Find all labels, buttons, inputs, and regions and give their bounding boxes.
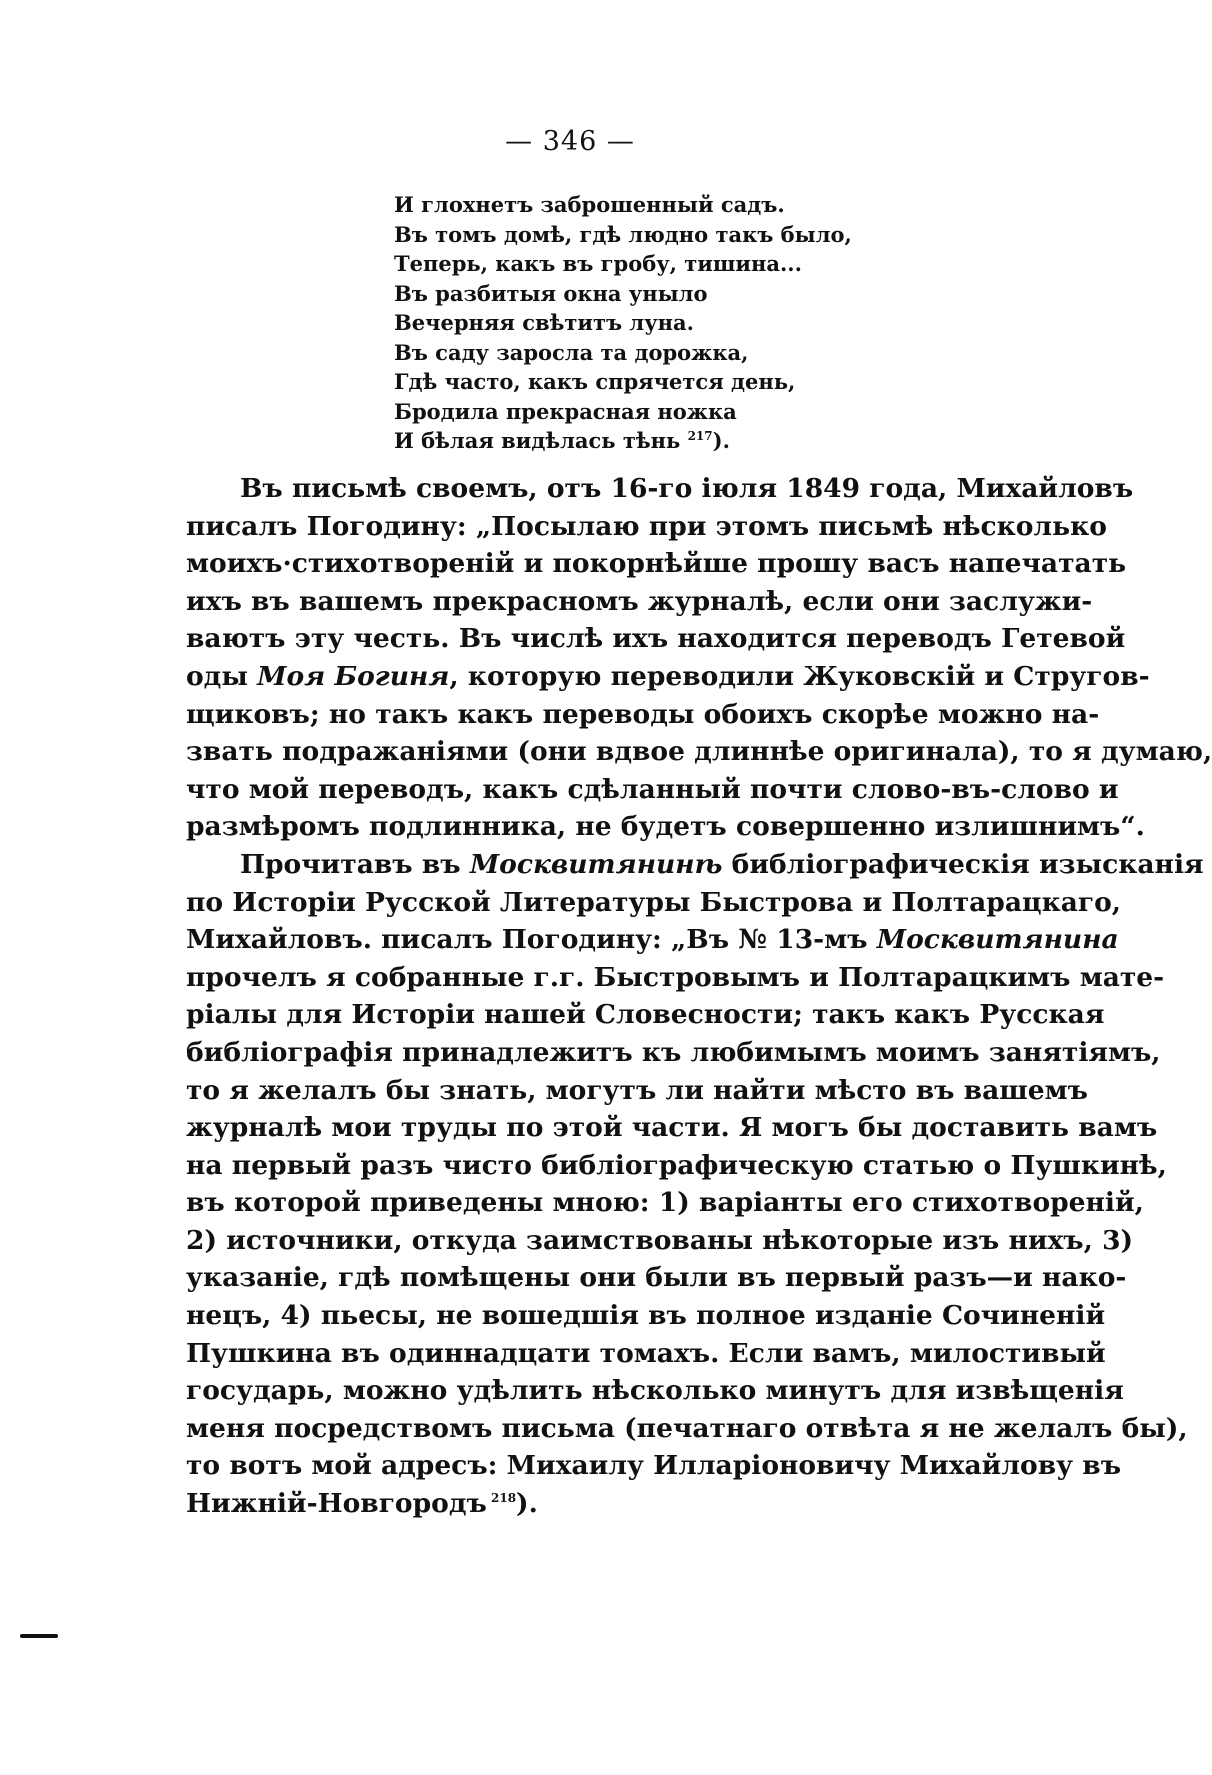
scan-margin-mark bbox=[20, 1634, 58, 1638]
text-line bbox=[186, 1034, 1161, 1072]
text-line bbox=[186, 1410, 1188, 1448]
poem-last-line bbox=[394, 426, 954, 456]
text-segment: 2) источники, откуда заимствованы нѣкоторые изъ нихъ, 3) bbox=[186, 1224, 1134, 1256]
text-line bbox=[186, 583, 1093, 621]
italic-title: Моя Богиня bbox=[257, 660, 450, 692]
text-segment: писалъ Погодину: „Посылаю при этомъ письмѣ нѣсколько bbox=[186, 510, 1107, 542]
text-line bbox=[186, 696, 1100, 734]
text-segment: въ которой приведены мною: 1) варіанты его стихотвореній, bbox=[186, 1187, 1144, 1219]
text-line bbox=[186, 1072, 1088, 1110]
text-segment: ваютъ эту честь. Въ числѣ ихъ находится переводъ Гетевой bbox=[186, 623, 1126, 655]
text-segment: размѣромъ подлинника, не будетъ совершенно излишнимъ“. bbox=[186, 811, 1145, 843]
poem-line: Вечерняя свѣтитъ луна. bbox=[394, 310, 694, 335]
poem-line: Въ разбитыя окна уныло bbox=[394, 280, 708, 306]
text-line bbox=[186, 1147, 1167, 1185]
poem-closing: ). bbox=[712, 428, 730, 453]
text-line bbox=[186, 921, 1119, 959]
text-segment: Михайловъ. писалъ Погодину: „Въ № 13-мъ bbox=[186, 924, 877, 956]
text-line bbox=[186, 1335, 1106, 1373]
text-line bbox=[186, 545, 1127, 583]
text-line bbox=[186, 959, 1165, 997]
poem-block bbox=[394, 190, 954, 456]
poem-line: Въ томъ домѣ, гдѣ людно такъ было, bbox=[394, 221, 852, 247]
text-segment: Прочитавъ въ bbox=[240, 848, 470, 880]
poem-line: Теперь, какъ въ гробу, тишина... bbox=[394, 251, 802, 276]
text-line bbox=[186, 1109, 1158, 1147]
text-segment: указаніе, гдѣ помѣщены они были въ первый разъ—и нако- bbox=[186, 1262, 1127, 1294]
text-segment: щиковъ; но такъ какъ переводы обоихъ скорѣе можно на- bbox=[186, 698, 1100, 730]
text-segment: по Исторіи Русской Литературы Быстрова и Полтарацкаго, bbox=[186, 886, 1122, 918]
text-segment: ріалы для Исторіи нашей Словесности; такъ какъ Русская bbox=[186, 999, 1105, 1031]
italic-title: Москвитянина bbox=[876, 924, 1119, 956]
text-segment: , которую переводили Жуковскій и Стругов- bbox=[449, 660, 1150, 692]
paragraph-moskvityanin bbox=[186, 846, 1204, 1523]
text-line bbox=[186, 1372, 1124, 1410]
text-line bbox=[186, 508, 1107, 546]
italic-title: Москвитянинѣ bbox=[469, 848, 723, 880]
text-segment: ихъ въ вашемъ прекрасномъ журналѣ, если они заслужи- bbox=[186, 585, 1093, 617]
text-line bbox=[186, 1485, 1009, 1523]
text-line bbox=[186, 470, 1134, 508]
text-segment: что мой переводъ, какъ сдѣланный почти слово-въ-слово и bbox=[186, 773, 1119, 805]
text-line bbox=[186, 996, 1105, 1034]
body-text bbox=[186, 470, 1212, 1523]
text-segment: то я желалъ бы знать, могутъ ли найти мѣсто въ вашемъ bbox=[186, 1074, 1088, 1106]
poem-line-text: И бѣлая видѣлась тѣнь bbox=[394, 428, 681, 453]
text-line bbox=[186, 846, 1204, 884]
text-line bbox=[186, 620, 1126, 658]
text-segment: звать подражаніями (они вдвое длиннѣе оригинала), то я думаю, bbox=[186, 736, 1212, 768]
text-line bbox=[186, 808, 1145, 846]
text-segment: журналѣ мои труды по этой части. Я могъ бы доставить вамъ bbox=[186, 1112, 1158, 1144]
text-line bbox=[186, 884, 1122, 922]
text-segment: государь, можно удѣлить нѣсколько минутъ для извѣщенія bbox=[186, 1375, 1124, 1407]
text-line bbox=[186, 1297, 1106, 1335]
footnote-ref-218: 218 bbox=[486, 1491, 517, 1506]
text-segment: меня посредствомъ письма (печатнаго отвѣта я не желалъ бы), bbox=[186, 1412, 1188, 1444]
text-segment: библіографическія изысканія bbox=[722, 848, 1204, 880]
text-segment: то вотъ мой адресъ: Михаилу Илларіоновичу Михайлову въ bbox=[186, 1450, 1122, 1482]
text-segment: прочелъ я собранные г.г. Быстровымъ и Полтарацкимъ мате- bbox=[186, 961, 1165, 993]
text-segment: Нижній-Новгородъ bbox=[186, 1488, 487, 1520]
poem-line: Въ саду заросла та дорожка, bbox=[394, 339, 749, 365]
paragraph-letter-1849 bbox=[186, 470, 1212, 846]
text-line bbox=[186, 1222, 1134, 1260]
text-segment: нецъ, 4) пьесы, не вошедшія въ полное изданіе Сочиненій bbox=[186, 1300, 1106, 1332]
poem-line: Бродила прекрасная ножка bbox=[394, 398, 737, 424]
text-line bbox=[186, 1447, 1122, 1485]
text-segment: на первый разъ чисто библіографическую статью о Пушкинѣ, bbox=[186, 1149, 1167, 1181]
footnote-ref-217: 217 bbox=[687, 429, 713, 443]
text-segment: Въ письмѣ своемъ, отъ 16-го іюля 1849 года, Михайловъ bbox=[240, 473, 1134, 504]
text-line bbox=[186, 1184, 1144, 1222]
text-line bbox=[186, 771, 1119, 809]
text-segment: Пушкина въ одиннадцати томахъ. Если вамъ, милостивый bbox=[186, 1337, 1106, 1369]
page-number: — 346 — bbox=[505, 126, 635, 157]
text-line bbox=[186, 658, 1150, 696]
text-segment: оды bbox=[186, 660, 258, 692]
text-segment: библіографія принадлежитъ къ любимымъ моимъ занятіямъ, bbox=[186, 1036, 1161, 1068]
paragraph-closing: ). bbox=[516, 1488, 538, 1520]
poem-line: И глохнетъ заброшенный садъ. bbox=[394, 192, 785, 217]
text-line bbox=[186, 1259, 1127, 1297]
poem-line: Гдѣ часто, какъ спрячется день, bbox=[394, 369, 796, 394]
text-line bbox=[186, 733, 1212, 771]
text-segment: моихъ·стихотвореній и покорнѣйше прошу васъ напечатать bbox=[186, 548, 1127, 580]
